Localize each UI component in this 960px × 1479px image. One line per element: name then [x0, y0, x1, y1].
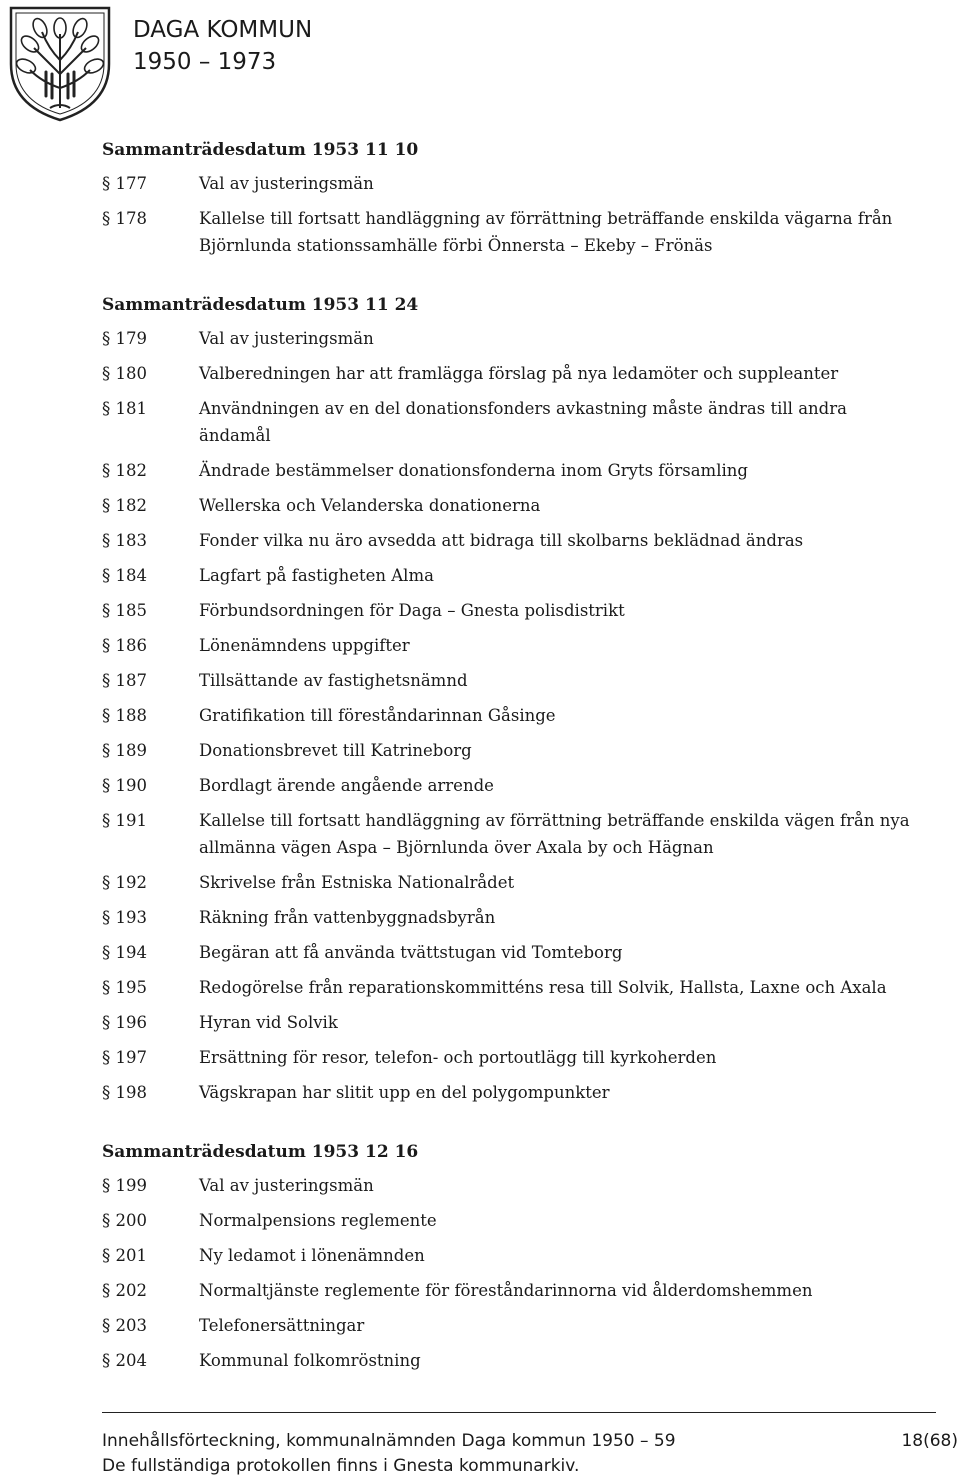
paragraph-number: § 203 [102, 1316, 147, 1335]
item-title: Ny ledamot i lönenämnden [199, 1246, 425, 1265]
list-item [102, 492, 922, 519]
paragraph-number: § 182 [102, 461, 147, 480]
list-item [102, 1079, 922, 1106]
list-item [102, 974, 922, 1001]
list-item [102, 395, 922, 449]
page-number: 18(68) [901, 1431, 958, 1451]
item-title: Bordlagt ärende angående arrende [199, 776, 494, 795]
paragraph-number: § 202 [102, 1281, 147, 1300]
list-item [102, 205, 922, 259]
paragraph-number: § 197 [102, 1048, 147, 1067]
item-title: Fonder vilka nu äro avsedda att bidraga till skolbarns beklädnad ändras [199, 531, 804, 550]
item-title: Redogörelse från reparationskommitténs resa till Solvik, Hallsta, Laxne och Axala [199, 978, 887, 997]
table-of-contents [102, 137, 922, 1407]
paragraph-number: § 190 [102, 776, 147, 795]
paragraph-number: § 200 [102, 1211, 147, 1230]
organization-years: 1950 – 1973 [133, 49, 277, 75]
paragraph-number: § 199 [102, 1176, 147, 1195]
footer-title: Innehållsförteckning, kommunalnämnden Daga kommun 1950 – 59 [102, 1431, 676, 1451]
paragraph-number: § 201 [102, 1246, 147, 1265]
list-item [102, 667, 922, 694]
list-item [102, 1172, 922, 1199]
item-title: Val av justeringsmän [199, 329, 374, 348]
item-title: Användningen av en del donationsfonders avkastning måste ändras till andra ändamål [199, 399, 847, 445]
coat-of-arms-logo [6, 4, 114, 122]
item-title: Val av justeringsmän [199, 1176, 374, 1195]
paragraph-number: § 195 [102, 978, 147, 997]
item-title: Kallelse till fortsatt handläggning av förrättning beträffande enskilda vägarna från Björnlunda stationssamhälle förbi Önnersta – Ekeby – Frönäs [199, 209, 893, 255]
list-item [102, 1312, 922, 1339]
item-title: Normalpensions reglemente [199, 1211, 437, 1230]
paragraph-number: § 188 [102, 706, 147, 725]
item-title: Wellerska och Velanderska donationerna [199, 496, 541, 515]
item-title: Skrivelse från Estniska Nationalrådet [199, 873, 515, 892]
item-title: Donationsbrevet till Katrineborg [199, 741, 472, 760]
paragraph-number: § 180 [102, 364, 147, 383]
list-item [102, 170, 922, 197]
list-item [102, 632, 922, 659]
paragraph-number: § 187 [102, 671, 147, 690]
item-title: Vägskrapan har slitit upp en del polygompunkter [199, 1083, 610, 1102]
item-title: Förbundsordningen för Daga – Gnesta polisdistrikt [199, 601, 625, 620]
paragraph-number: § 179 [102, 329, 147, 348]
footer-note: De fullständiga protokollen finns i Gnesta kommunarkiv. [102, 1456, 580, 1476]
list-item [102, 1347, 922, 1374]
item-title: Begäran att få använda tvättstugan vid Tomteborg [199, 943, 623, 962]
item-title: Kommunal folkomröstning [199, 1351, 421, 1370]
list-item [102, 457, 922, 484]
paragraph-number: § 204 [102, 1351, 147, 1370]
meeting-section [102, 137, 922, 259]
paragraph-number: § 189 [102, 741, 147, 760]
list-item [102, 1242, 922, 1269]
organization-name: DAGA KOMMUN [133, 17, 313, 43]
paragraph-number: § 183 [102, 531, 147, 550]
item-title: Kallelse till fortsatt handläggning av förrättning beträffande enskilda vägen från nya allmänna vägen Aspa – Björnlunda över Axala by och Hägnan [199, 811, 910, 857]
page-header [0, 0, 960, 130]
list-item [102, 597, 922, 624]
list-item [102, 1009, 922, 1036]
paragraph-number: § 192 [102, 873, 147, 892]
item-title: Lagfart på fastigheten Alma [199, 566, 434, 585]
section-heading: Sammanträdesdatum 1953 11 10 [102, 140, 419, 160]
paragraph-number: § 194 [102, 943, 147, 962]
paragraph-number: § 191 [102, 811, 147, 830]
list-item [102, 1277, 922, 1304]
section-heading: Sammanträdesdatum 1953 12 16 [102, 1142, 419, 1162]
list-item [102, 869, 922, 896]
meeting-section [102, 292, 922, 1106]
list-item [102, 325, 922, 352]
item-title: Gratifikation till föreståndarinnan Gåsinge [199, 706, 556, 725]
paragraph-number: § 184 [102, 566, 147, 585]
footer-divider [102, 1412, 936, 1413]
paragraph-number: § 178 [102, 209, 147, 228]
list-item [102, 360, 922, 387]
list-item [102, 904, 922, 931]
paragraph-number: § 186 [102, 636, 147, 655]
item-title: Räkning från vattenbyggnadsbyrån [199, 908, 496, 927]
item-title: Lönenämndens uppgifter [199, 636, 410, 655]
item-title: Normaltjänste reglemente för föreståndarinnorna vid ålderdomshemmen [199, 1281, 813, 1300]
paragraph-number: § 181 [102, 399, 147, 418]
item-title: Tillsättande av fastighetsnämnd [199, 671, 468, 690]
item-title: Ändrade bestämmelser donationsfonderna inom Gryts församling [199, 461, 748, 480]
list-item [102, 939, 922, 966]
list-item [102, 807, 922, 861]
item-title: Val av justeringsmän [199, 174, 374, 193]
paragraph-number: § 185 [102, 601, 147, 620]
organization-title [133, 14, 312, 78]
list-item [102, 562, 922, 589]
paragraph-number: § 193 [102, 908, 147, 927]
page-footer [102, 1429, 958, 1479]
list-item [102, 1207, 922, 1234]
item-title: Telefonersättningar [199, 1316, 365, 1335]
item-title: Hyran vid Solvik [199, 1013, 338, 1032]
list-item [102, 737, 922, 764]
paragraph-number: § 182 [102, 496, 147, 515]
paragraph-number: § 177 [102, 174, 147, 193]
list-item [102, 702, 922, 729]
list-item [102, 527, 922, 554]
paragraph-number: § 198 [102, 1083, 147, 1102]
item-title: Ersättning för resor, telefon- och portoutlägg till kyrkoherden [199, 1048, 717, 1067]
meeting-section [102, 1139, 922, 1374]
list-item [102, 1044, 922, 1071]
section-heading: Sammanträdesdatum 1953 11 24 [102, 295, 419, 315]
list-item [102, 772, 922, 799]
paragraph-number: § 196 [102, 1013, 147, 1032]
item-title: Valberedningen har att framlägga förslag på nya ledamöter och suppleanter [199, 364, 839, 383]
